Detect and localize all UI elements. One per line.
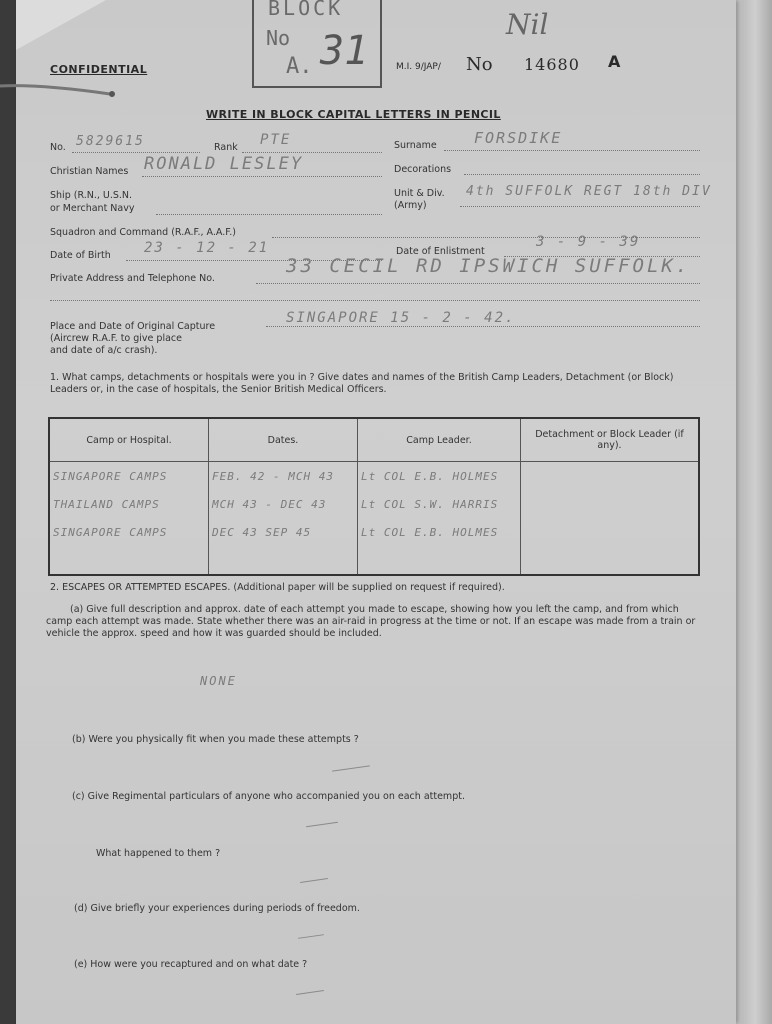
enlistment-label: Date of Enlistment: [396, 246, 485, 257]
instruction-heading: WRITE IN BLOCK CAPITAL LETTERS IN PENCIL: [206, 108, 501, 121]
camps-table: [48, 417, 700, 576]
dob-label: Date of Birth: [50, 250, 111, 261]
confidential-label: CONFIDENTIAL: [50, 63, 148, 76]
table-cell: Lt COL E.B. HOLMES: [358, 462, 521, 491]
answer-dash: [298, 934, 324, 939]
surname-value: FORSDIKE: [474, 129, 563, 147]
block-stamp: [252, 0, 382, 88]
address-label: Private Address and Telephone No.: [50, 273, 215, 284]
question-2-title: 2. ESCAPES OR ATTEMPTED ESCAPES. (Additional paper will be supplied on request if required).: [50, 582, 505, 593]
form-code: M.I. 9/JAP/: [396, 62, 441, 72]
document-page: [16, 0, 736, 1024]
capture-label-1: Place and Date of Original Capture: [50, 321, 216, 332]
question-1: 1. What camps, detachments or hospitals were you in ? Give dates and names of the British Camp Leaders, Detachment (or Block) Leaders or, in the case of hospitals, the Senior British Medical Officers.: [50, 372, 674, 395]
ship-label-2: or Merchant Navy: [50, 203, 135, 214]
unit-line: [460, 206, 700, 207]
ship-line: [156, 214, 382, 215]
christian-names-value: RONALD LESLEY: [144, 154, 304, 174]
no-value: 5829615: [76, 134, 145, 149]
rank-value: PTE: [260, 132, 292, 148]
stamp-number: 31: [320, 28, 369, 74]
answer-dash: [306, 822, 338, 827]
decorations-line: [464, 174, 700, 175]
unit-value: 4th SUFFOLK REGT 18th DIV: [466, 184, 712, 199]
christian-names-label: Christian Names: [50, 166, 129, 177]
capture-line: [266, 326, 700, 327]
no-line: [72, 152, 200, 153]
table-row: [49, 518, 699, 546]
answer-dash: [296, 990, 324, 995]
table-cell: Lt COL E.B. HOLMES: [358, 518, 521, 546]
surname-line: [444, 150, 700, 151]
column-header: Detachment or Block Leader (if any).: [521, 418, 700, 462]
table-cell: SINGAPORE CAMPS: [49, 518, 209, 546]
table-row: [49, 462, 699, 491]
stamp-line-2: No: [266, 26, 291, 50]
question-2b: (b) Were you physically fit when you made these attempts ?: [72, 734, 359, 745]
question-2a: (a) Give full description and approx. date of each attempt you made to escape, showing how you left the camp, and from which camp each attempt was made. State whether there was an air-raid in progress at the time or not. If an escape was made from a train or vehicle the approx. speed and how it was guarded should be included.: [46, 604, 696, 639]
unit-label-2: (Army): [394, 200, 427, 211]
address-line: [256, 283, 700, 284]
column-header: Camp or Hospital.: [49, 418, 209, 462]
capture-value: SINGAPORE 15 - 2 - 42.: [286, 310, 516, 326]
no-label: No.: [50, 142, 66, 153]
column-header: Dates.: [209, 418, 358, 462]
answer-2a: NONE: [200, 674, 237, 688]
nil-annotation: Nil: [506, 8, 549, 41]
squadron-label: Squadron and Command (R.A.F., A.A.F.): [50, 227, 236, 238]
table-cell: DEC 43 SEP 45: [209, 518, 358, 546]
table-row-empty: [49, 546, 699, 575]
question-2e: (e) How were you recaptured and on what date ?: [74, 959, 308, 970]
enlistment-value: 3 - 9 - 39: [536, 234, 641, 250]
decorations-label: Decorations: [394, 164, 452, 175]
torn-corner: [16, 0, 106, 50]
unit-label-1: Unit & Div.: [394, 188, 445, 199]
question-2c-sub: What happened to them ?: [96, 848, 221, 859]
christian-names-line: [142, 176, 382, 177]
surname-label: Surname: [394, 140, 437, 151]
ship-label-1: Ship (R.N., U.S.N.: [50, 190, 133, 201]
stamp-letter: A.: [286, 54, 313, 79]
stamp-line-1: BLOCK: [268, 0, 344, 20]
address-value: 33 CECIL RD IPSWICH SUFFOLK.: [286, 255, 691, 277]
table-cell: FEB. 42 - MCH 43: [209, 462, 358, 491]
capture-label-2: (Aircrew R.A.F. to give place: [50, 333, 182, 344]
table-cell: [521, 518, 700, 546]
binder-tag: [0, 80, 118, 98]
table-header-row: [49, 418, 699, 462]
answer-dash: [332, 765, 370, 771]
table-cell: THAILAND CAMPS: [49, 490, 209, 518]
table-cell: [521, 462, 700, 491]
background-edge: [730, 0, 772, 1024]
address-line-2: [50, 300, 700, 301]
rank-label: Rank: [214, 142, 238, 153]
table-row: [49, 490, 699, 518]
capture-label-3: and date of a/c crash).: [50, 345, 158, 356]
answer-dash: [300, 878, 328, 883]
serial-suffix: A: [608, 52, 621, 71]
table-cell: Lt COL S.W. HARRIS: [358, 490, 521, 518]
column-header: Camp Leader.: [358, 418, 521, 462]
dob-value: 23 - 12 - 21: [144, 240, 270, 256]
table-cell: SINGAPORE CAMPS: [49, 462, 209, 491]
question-2d: (d) Give briefly your experiences during periods of freedom.: [74, 903, 360, 914]
serial-number: 14680: [524, 55, 580, 74]
number-label: No: [466, 54, 493, 75]
table-cell: MCH 43 - DEC 43: [209, 490, 358, 518]
table-cell: [521, 490, 700, 518]
question-2c: (c) Give Regimental particulars of anyone who accompanied you on each attempt.: [72, 791, 465, 802]
rank-line: [242, 152, 382, 153]
